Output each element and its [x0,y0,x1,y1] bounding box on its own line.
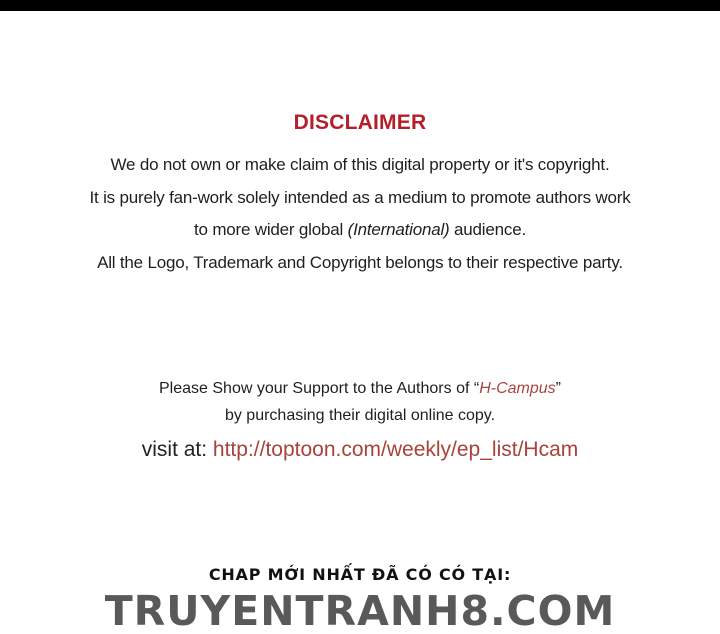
disclaimer-line-3 [0,214,720,247]
support-line-2: by purchasing their digital online copy. [224,407,496,424]
toptoon-link[interactable]: http://toptoon.com/weekly/ep_list/Hcam [212,438,579,461]
disclaimer-body [0,149,720,279]
disclaimer-line-4: All the Logo, Trademark and Copyright belongs to their respective party. [97,252,623,272]
disclaimer-line-2: It is purely fan-work solely intended as a medium to promote authors work [89,187,631,207]
site-announcement: CHAP MỚI NHẤT ĐÃ CÓ CÓ TẠI: [208,565,512,584]
disclaimer-title: DISCLAIMER [293,111,427,134]
disclaimer-line-1: We do not own or make claim of this digital property or it's copyright. [110,155,610,174]
series-title: H-Campus [479,380,556,397]
support-message [0,375,720,429]
visit-label: visit at: [141,438,213,461]
support-line-1-after: ” [555,380,561,397]
support-line-1-before: Please Show your Support to the Authors of “ [159,380,480,397]
disclaimer-line-3-after: audience. [449,220,526,239]
top-black-bar [0,0,720,11]
site-name: TRUYENTRANH8.COM [104,587,616,634]
visit-line [0,438,720,462]
support-line-1 [0,375,720,402]
disclaimer-line-3-before: to more wider global [194,220,348,239]
disclaimer-line-3-italic: (International) [347,220,450,239]
